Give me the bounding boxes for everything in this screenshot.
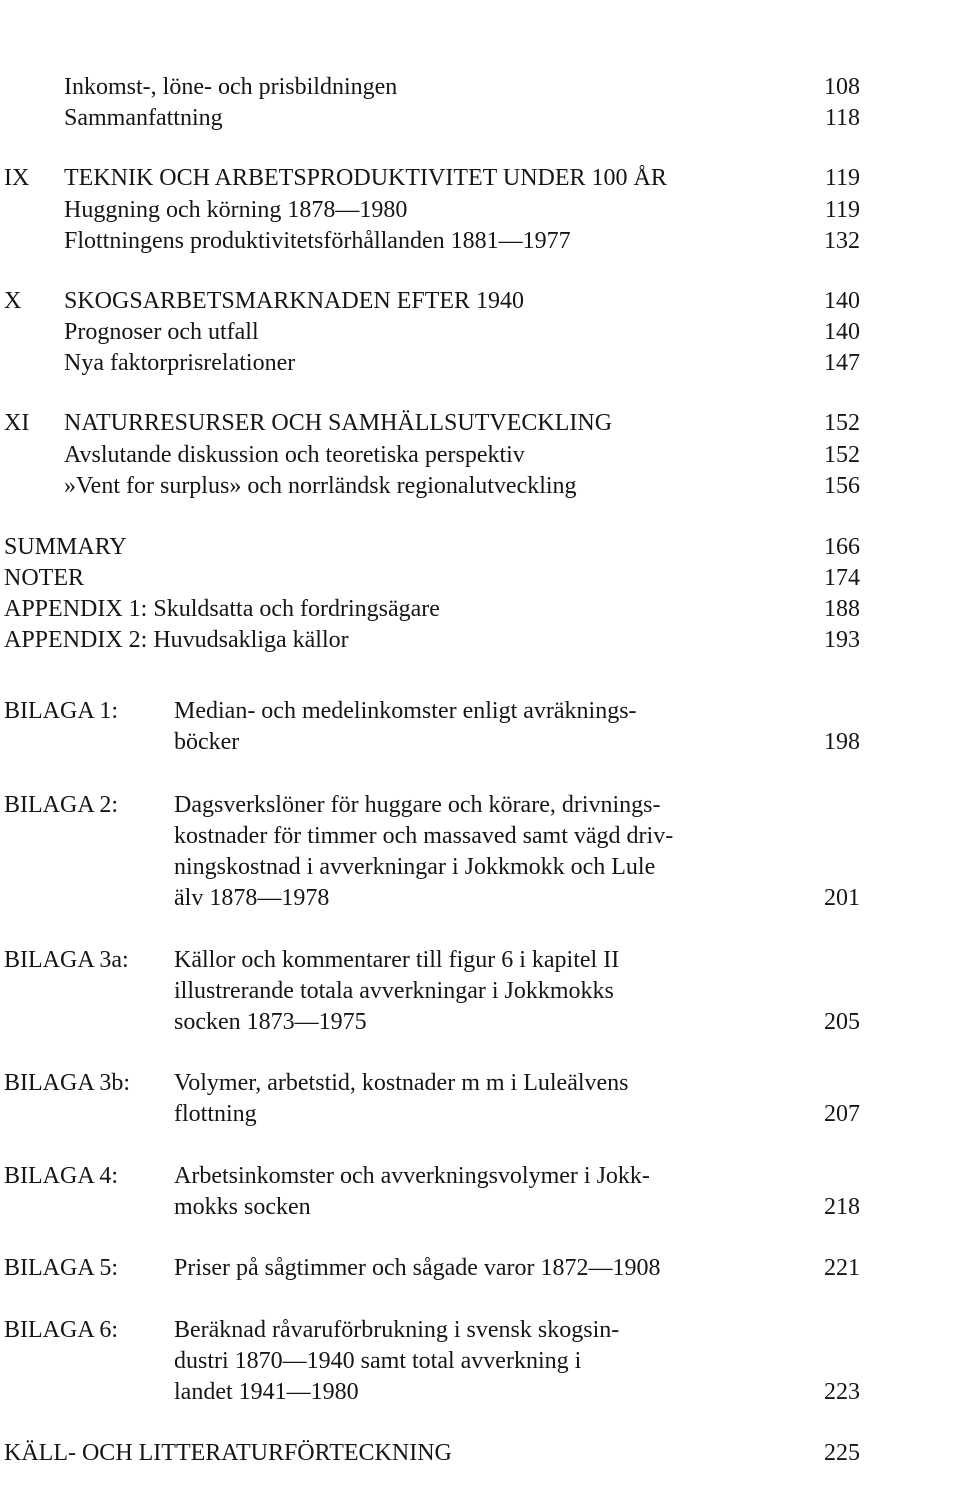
bilaga-line: flottning: [174, 1101, 257, 1127]
entry-page: 221: [824, 1255, 860, 1281]
bilaga-line: Volymer, arbetstid, kostnader m m i Luleälvens: [174, 1070, 629, 1096]
entry-title: Avslutande diskussion och teoretiska perspektiv: [64, 442, 525, 468]
entry-page: 119: [824, 165, 860, 191]
bilaga-line: Priser på sågtimmer och sågade varor 1872—1908: [174, 1255, 661, 1281]
bilaga-3b-label-row: [0, 1068, 960, 1098]
entry-title: Inkomst-, löne- och prisbildningen: [64, 74, 398, 100]
entry-page: 119: [824, 197, 860, 223]
toc-section: [0, 625, 960, 655]
toc-final-entry: [0, 1438, 960, 1468]
bilaga-label: BILAGA 5:: [4, 1255, 118, 1281]
toc-entry: [0, 195, 960, 225]
bilaga-line: landet 1941—1980: [174, 1379, 359, 1405]
bilaga-3a-label-row: [0, 945, 960, 975]
entry-page: 118: [824, 105, 860, 131]
bilaga-line: ningskostnad i avverkningar i Jokkmokk och Lule: [174, 854, 656, 880]
chapter-title: TEKNIK OCH ARBETSPRODUKTIVITET UNDER 100 ÅR: [64, 165, 667, 191]
section-title: NOTER: [4, 565, 84, 591]
bilaga-line: Dagsverkslöner för huggare och körare, drivnings-: [174, 792, 661, 818]
chapter-number: XI: [4, 410, 30, 436]
bilaga-line: älv 1878—1978: [174, 885, 330, 911]
toc-entry: [0, 317, 960, 347]
chapter-title: NATURRESURSER OCH SAMHÄLLSUTVECKLING: [64, 410, 613, 436]
bilaga-2-label-row: [0, 790, 960, 820]
bilaga-label: BILAGA 3b:: [4, 1070, 130, 1096]
bilaga-label: BILAGA 2:: [4, 792, 118, 818]
toc-entry: [0, 72, 960, 102]
bilaga-4-last-row: [0, 1192, 960, 1222]
bilaga-line: Källor och kommentarer till figur 6 i kapitel II: [174, 947, 620, 973]
entry-page: 201: [824, 885, 860, 911]
bilaga-line: Arbetsinkomster och avverkningsvolymer i Jokk-: [174, 1163, 650, 1189]
entry-page: 108: [824, 74, 860, 100]
bilaga-line: illustrerande totala avverkningar i Jokkmokks: [174, 978, 614, 1004]
toc-chapter: [0, 163, 960, 193]
bilaga-5-row: [0, 1253, 960, 1283]
bilaga-label: BILAGA 1:: [4, 698, 118, 724]
entry-title: »Vent for surplus» och norrländsk regionalutveckling: [64, 473, 577, 499]
entry-title: Flottningens produktivitetsförhållanden 1881—1977: [64, 228, 571, 254]
bilaga-1-label-row: [0, 696, 960, 726]
entry-page: 152: [824, 410, 860, 436]
entry-title: Huggning och körning 1878—1980: [64, 197, 408, 223]
entry-page: 198: [824, 729, 860, 755]
section-title: SUMMARY: [4, 534, 127, 560]
toc-chapter: [0, 408, 960, 438]
entry-page: 140: [824, 288, 860, 314]
bilaga-6-last-row: [0, 1377, 960, 1407]
section-title: APPENDIX 2: Huvudsakliga källor: [4, 627, 349, 653]
toc-entry: [0, 471, 960, 501]
entry-page: 205: [824, 1009, 860, 1035]
toc-section: [0, 563, 960, 593]
bilaga-3b-last-row: [0, 1099, 960, 1129]
section-title: KÄLL- OCH LITTERATURFÖRTECKNING: [4, 1440, 452, 1466]
bilaga-label: BILAGA 6:: [4, 1317, 118, 1343]
chapter-number: X: [4, 288, 22, 314]
bilaga-6-label-row: [0, 1315, 960, 1345]
entry-title: Nya faktorprisrelationer: [64, 350, 296, 376]
bilaga-line: socken 1873—1975: [174, 1009, 367, 1035]
entry-page: 193: [824, 627, 860, 653]
bilaga-label: BILAGA 4:: [4, 1163, 118, 1189]
toc-entry: [0, 440, 960, 470]
bilaga-label: BILAGA 3a:: [4, 947, 129, 973]
chapter-number: IX: [4, 165, 30, 191]
bilaga-line: kostnader för timmer och massaved samt vägd driv-: [174, 823, 674, 849]
entry-page: 174: [824, 565, 860, 591]
entry-page: 152: [824, 442, 860, 468]
entry-page: 166: [824, 534, 860, 560]
entry-page: 156: [824, 473, 860, 499]
bilaga-line: Median- och medelinkomster enligt avräknings-: [174, 698, 637, 724]
toc-entry: [0, 226, 960, 256]
toc-section: [0, 532, 960, 562]
entry-page: 207: [824, 1101, 860, 1127]
toc-entry: [0, 103, 960, 133]
bilaga-line-row: [0, 976, 960, 1006]
bilaga-line-row: [0, 1346, 960, 1376]
bilaga-3a-last-row: [0, 1007, 960, 1037]
toc-chapter: [0, 286, 960, 316]
bilaga-line-row: [0, 852, 960, 882]
bilaga-2-last-row: [0, 883, 960, 913]
entry-page: 140: [824, 319, 860, 345]
entry-page: 225: [824, 1440, 860, 1466]
entry-page: 147: [824, 350, 860, 376]
entry-title: Sammanfattning: [64, 105, 223, 131]
bilaga-4-label-row: [0, 1161, 960, 1191]
section-title: APPENDIX 1: Skuldsatta och fordringsägare: [4, 596, 440, 622]
entry-title: Prognoser och utfall: [64, 319, 259, 345]
entry-page: 132: [824, 228, 860, 254]
bilaga-line: mokks socken: [174, 1194, 311, 1220]
toc-section: [0, 594, 960, 624]
chapter-title: SKOGSARBETSMARKNADEN EFTER 1940: [64, 288, 525, 314]
bilaga-line-row: [0, 821, 960, 851]
bilaga-line: Beräknad råvaruförbrukning i svensk skogsin-: [174, 1317, 620, 1343]
bilaga-1-last-row: [0, 727, 960, 757]
entry-page: 188: [824, 596, 860, 622]
entry-page: 218: [824, 1194, 860, 1220]
bilaga-line: dustri 1870—1940 samt total avverkning i: [174, 1348, 582, 1374]
toc-entry: [0, 348, 960, 378]
bilaga-line: böcker: [174, 729, 240, 755]
entry-page: 223: [824, 1379, 860, 1405]
